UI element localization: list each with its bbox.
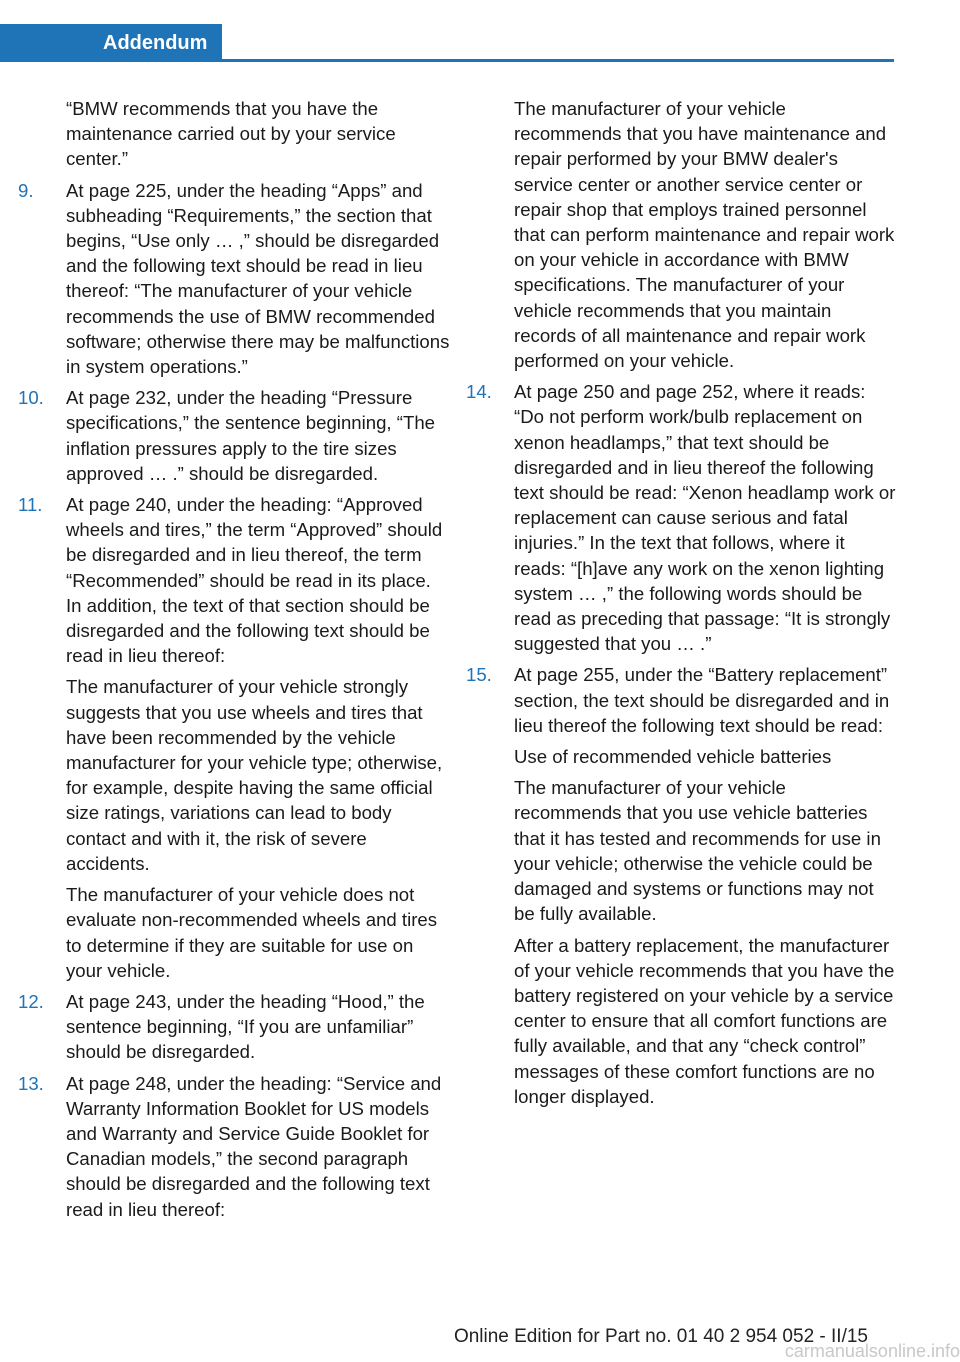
item-number: 15. <box>466 664 492 686</box>
item-body <box>66 178 450 380</box>
item-paragraph: At page 225, under the heading “Apps” and subheading “Requirements,” the section that begins, “Use only … ,” should be disregarded and the following text should be read in lieu thereof: “The manufacturer of your vehicle recommends the use of BMW recommended software; otherwise there may be malfunctions in system operations.” <box>66 179 450 378</box>
item-number: 12. <box>18 990 44 1012</box>
numbered-item <box>466 662 898 1108</box>
item-body <box>66 989 450 1065</box>
right-column <box>466 96 898 1115</box>
item-body <box>66 385 450 486</box>
right-intro-paragraph: The manufacturer of your vehicle recommends that you have maintenance and repair performed by your BMW dealer's service center or another service center or repair shop that employs trained personnel that can perform maintenance and repair work on your vehicle in accordance with BMW specifications. The manufacturer of your vehicle recommends that you maintain records of all maintenance and repair work performed on your vehicle. <box>514 98 895 372</box>
item-paragraph: At page 240, under the heading: “Approved wheels and tires,” the term “Approved” should be disregarded and in lieu thereof, the term “Recommended” should be read in its place. In addition, the text of that section should be disregarded and the following text should be read in lieu thereof: <box>66 494 443 667</box>
left-column <box>18 96 450 1228</box>
numbered-item <box>18 385 450 486</box>
right-item-list <box>466 379 898 1109</box>
numbered-item <box>466 379 898 656</box>
item-body <box>514 379 898 656</box>
item-number: 13. <box>18 1072 44 1094</box>
item-paragraph: After a battery replacement, the manufacturer of your vehicle recommends that you have the battery registered on your vehicle by a service center to ensure that all comfort functions are fully available, and that any “check control” messages of these comfort functions are no longer displayed. <box>514 934 895 1107</box>
item-paragraph: At page 243, under the heading “Hood,” the sentence beginning, “If you are unfamiliar” should be disregarded. <box>66 990 425 1063</box>
numbered-item <box>18 492 450 983</box>
left-intro-paragraph: “BMW recommends that you have the maintenance carried out by your service center.” <box>66 98 396 170</box>
item-paragraph: At page 255, under the “Battery replacement” section, the text should be disregarded and in lieu thereof the following text should be read: <box>514 664 890 736</box>
item-paragraph: Use of recommended vehicle batteries <box>514 746 832 768</box>
watermark: carmanualsonline.info <box>784 1341 960 1361</box>
header-rule <box>222 59 894 62</box>
numbered-item <box>18 178 450 380</box>
item-body <box>66 492 450 983</box>
numbered-item <box>18 1071 450 1222</box>
section-tab: Addendum <box>0 24 222 62</box>
item-body <box>514 662 898 1108</box>
item-number: 11. <box>18 494 43 516</box>
item-number: 14. <box>466 381 492 403</box>
item-paragraph: The manufacturer of your vehicle strongly suggests that you use wheels and tires that have been recommended by the vehicle manufacturer for your vehicle type; otherwise, for example, despite having the same official size ratings, variations can lead to body contact and with it, the risk of severe accidents. <box>66 676 443 874</box>
numbered-item <box>18 989 450 1065</box>
item-paragraph: The manufacturer of your vehicle recommends that you use vehicle batteries that it has tested and recommends for use in your vehicle; otherwise the vehicle could be damaged and systems or functions may not be fully available. <box>514 777 881 925</box>
item-paragraph: The manufacturer of your vehicle does not evaluate non-recommended wheels and tires to determine if they are suitable for use on your vehicle. <box>66 884 438 981</box>
item-paragraph: At page 250 and page 252, where it reads: “Do not perform work/bulb replacement on xenon headlamps,” that text should be disregarded and in lieu thereof the following text should be read: “Xenon headlamp work or replacement can cause serious and fatal injuries.” In the text that follows, where it reads: “[h]ave any work on the xenon lighting system … ,” the following words should be read as preceding that passage: “It is strongly suggested that you … .” <box>514 381 896 655</box>
item-paragraph: At page 248, under the heading: “Service and Warranty Information Booklet for US models and Warranty and Service Guide Booklet for Canadian models,” the second paragraph should be disregarded and the following text read in lieu thereof: <box>66 1072 442 1220</box>
footer-edition: Online Edition for Part no. 01 40 2 954 052 - II/15 <box>453 1326 868 1347</box>
item-body <box>66 1071 450 1222</box>
item-number: 10. <box>18 387 44 409</box>
item-number: 9. <box>18 179 34 201</box>
left-item-list <box>18 178 450 1222</box>
item-paragraph: At page 232, under the heading “Pressure specifications,” the sentence beginning, “The inflation pressures apply to the tire sizes approved … .” should be disregarded. <box>66 387 435 484</box>
